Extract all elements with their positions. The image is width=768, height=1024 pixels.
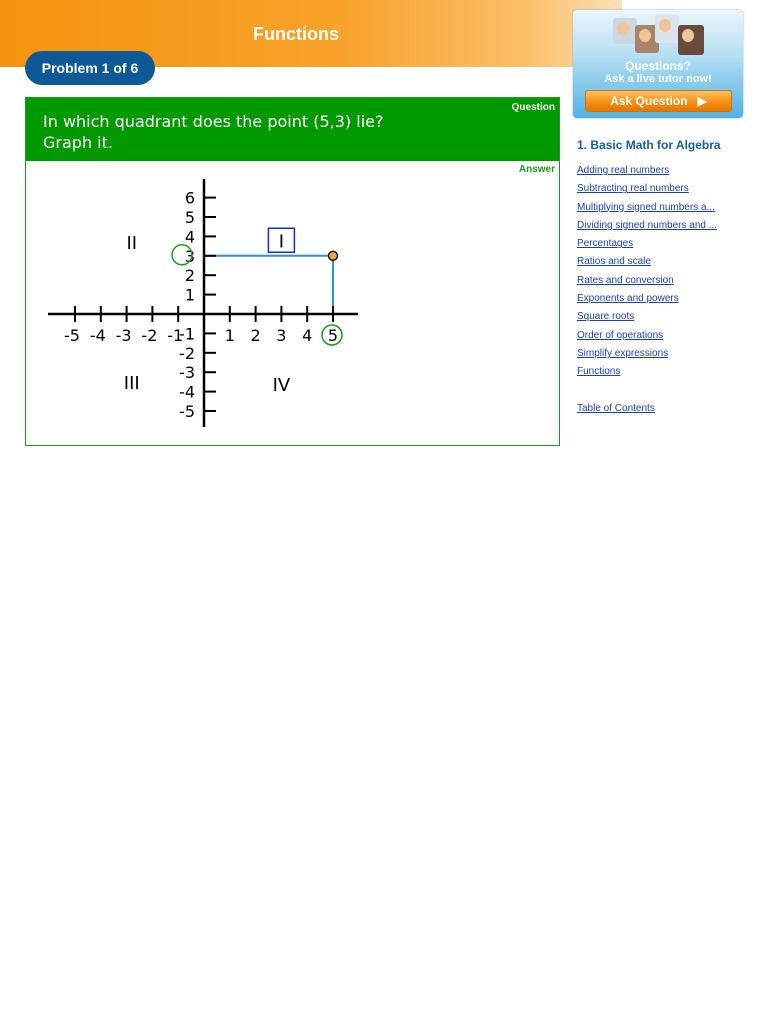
quadrant-label-ii: II xyxy=(126,233,138,255)
quadrant-label-iii: III xyxy=(123,372,140,394)
sidebar-link-ratios-and-scale[interactable]: Ratios and scale xyxy=(577,256,651,268)
problem-counter: Problem 1 of 6 xyxy=(25,51,155,85)
question-text xyxy=(43,111,463,153)
y-tick-label: 5 xyxy=(184,208,195,227)
quadrant-label-i: I xyxy=(278,231,285,253)
y-tick-label: -2 xyxy=(179,343,195,363)
y-tick-label: 2 xyxy=(184,266,195,286)
y-tick-label: 4 xyxy=(184,227,195,247)
tutor-subtitle: Ask a live tutor now! xyxy=(604,73,712,85)
sidebar-link-percentages[interactable]: Percentages xyxy=(577,238,634,250)
quadrant-label-iv: IV xyxy=(272,374,291,396)
x-tick-label: 4 xyxy=(302,326,313,345)
page-title: Functions xyxy=(253,24,339,44)
question-label: Question xyxy=(511,102,555,113)
tutor-title: Questions? xyxy=(624,59,691,73)
y-tick-label: -3 xyxy=(179,363,195,383)
y-axis-ticks xyxy=(179,189,216,421)
sidebar-link-dividing-signed-numbers[interactable]: Dividing signed numbers and ... xyxy=(577,219,718,231)
sidebar xyxy=(577,138,762,418)
sidebar-link-rates-and-conversion[interactable]: Rates and conversion xyxy=(577,274,674,286)
tutor-photo-1 xyxy=(613,18,637,44)
problem-panel xyxy=(25,97,560,446)
x-tick-label: -3 xyxy=(115,326,132,345)
x-axis-ticks xyxy=(64,306,338,345)
tutor-photo-4 xyxy=(678,25,704,55)
answer-label: Answer xyxy=(518,164,555,175)
question-line-2: Graph it. xyxy=(43,133,113,152)
sidebar-link-exponents-and-powers[interactable]: Exponents and powers xyxy=(577,293,679,305)
y-tick-label: 6 xyxy=(184,188,195,208)
x-tick-label: 5 xyxy=(327,326,339,345)
ask-tutor-widget[interactable] xyxy=(573,10,743,118)
sidebar-link-order-of-operations[interactable]: Order of operations xyxy=(577,329,664,341)
x-tick-label: 1 xyxy=(224,326,235,345)
y-tick-label: -1 xyxy=(179,324,195,344)
sidebar-link-functions[interactable]: Functions xyxy=(577,366,621,378)
tutor-photo-3 xyxy=(655,15,679,43)
x-tick-label: 3 xyxy=(276,326,287,345)
plotted-point xyxy=(329,251,338,260)
sidebar-link-subtracting-real-numbers[interactable]: Subtracting real numbers xyxy=(577,183,689,195)
question-bar xyxy=(26,98,559,161)
question-line-1: In which quadrant does the point (5,3) lie? xyxy=(43,112,384,131)
ask-question-button[interactable] xyxy=(585,90,732,112)
coordinate-plane-graph xyxy=(26,162,559,445)
x-tick-label: -5 xyxy=(64,326,80,345)
y-tick-label: 3 xyxy=(184,246,195,266)
x-tick-label: -1 xyxy=(167,326,184,345)
sidebar-link-simplify-expressions[interactable]: Simplify expressions xyxy=(577,347,669,359)
y-tick-label: -5 xyxy=(179,402,195,421)
play-arrow-icon: ▶ xyxy=(697,94,707,108)
sidebar-link-adding-real-numbers[interactable]: Adding real numbers xyxy=(577,165,670,176)
x-tick-label: -2 xyxy=(141,326,158,345)
y-tick-label: 1 xyxy=(184,285,195,305)
sidebar-link-square-roots[interactable]: Square roots xyxy=(577,311,635,323)
x-tick-label: 2 xyxy=(250,326,261,345)
sidebar-heading: 1. Basic Math for Algebra xyxy=(577,138,721,152)
y-tick-label: -4 xyxy=(179,382,195,402)
sidebar-link-multiplying-signed-numbers[interactable]: Multiplying signed numbers a... xyxy=(577,201,715,213)
ask-question-label: Ask Question xyxy=(610,94,688,108)
table-of-contents-link[interactable]: Table of Contents xyxy=(577,402,655,414)
x-tick-label: -4 xyxy=(89,326,106,345)
